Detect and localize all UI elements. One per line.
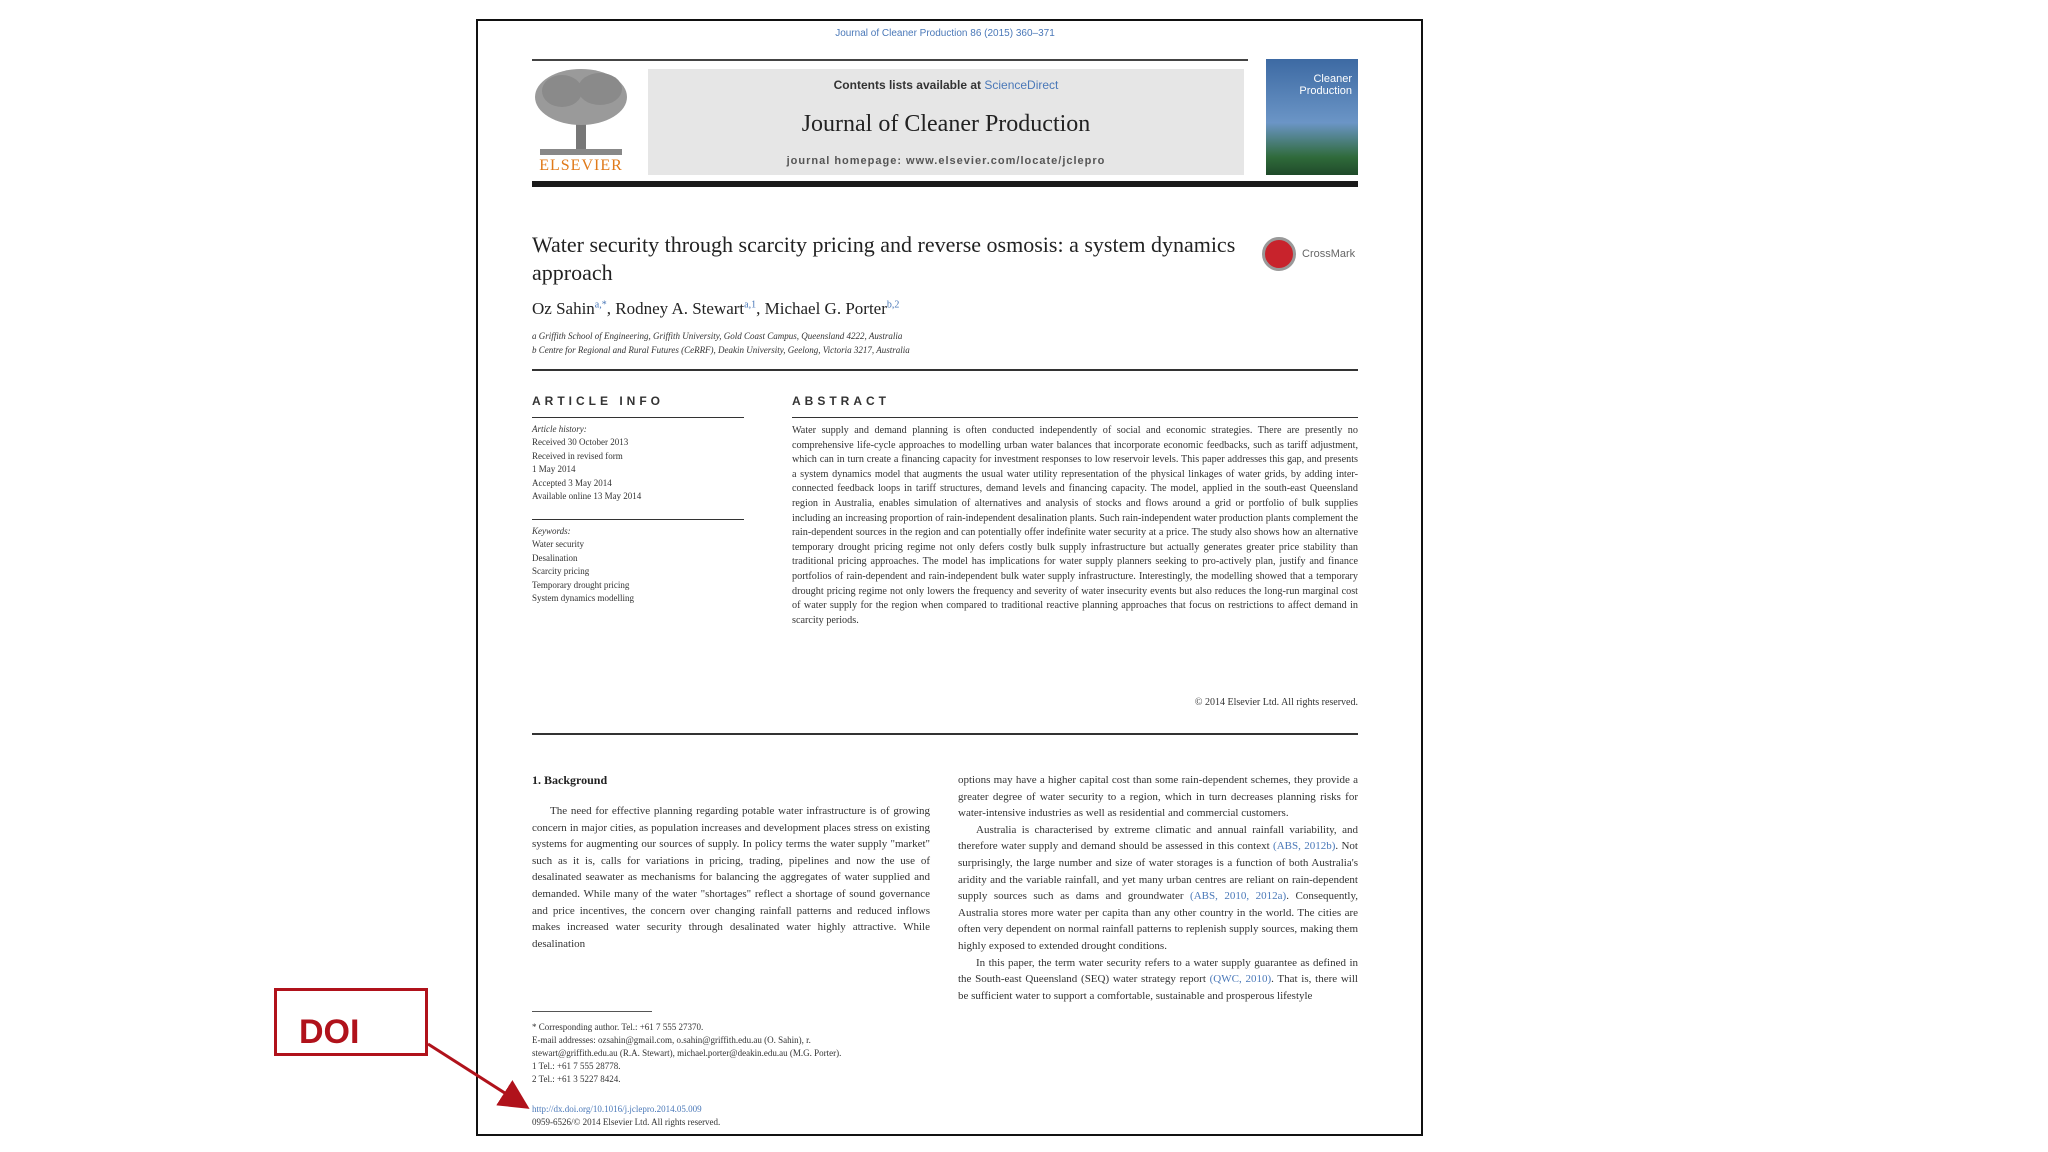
history-line: Accepted 3 May 2014 [532, 477, 612, 488]
abstract-bottom-rule [532, 733, 1358, 735]
contents-prefix: Contents lists available at [833, 78, 985, 92]
header-bottom-rule [532, 181, 1358, 187]
keyword: Desalination [532, 552, 578, 563]
body-text: . Not surprisingly, the large number and size of water storages is a function of both Australia's aridity and the variable rainfall, and yet many urban centres are reliant on rain-dependent supply sources such as dams and groundwater [958, 840, 1358, 903]
footnote-rule [532, 1011, 652, 1012]
journal-cover-image [1266, 59, 1358, 175]
body-paragraph [958, 955, 1358, 1005]
author-name[interactable]: , Rodney A. Stewart [606, 299, 745, 318]
abstract-copyright: © 2014 Elsevier Ltd. All rights reserved. [1194, 697, 1358, 708]
body-text: . That is, there will be sufficient water to support a comfortable, sustainable and prosperous lifestyle [958, 973, 1358, 1002]
article-info-heading: ARTICLE INFO [532, 394, 664, 408]
sciencedirect-link[interactable]: ScienceDirect [984, 78, 1059, 92]
body-text: . Consequently, Australia stores more water per capita than any other country in the world. The cities are often very dependent on normal rainfall patterns to replenish supply sources, making them highly exposed to extended drought conditions. [958, 890, 1359, 952]
section-heading-background: 1. Background [532, 773, 608, 787]
author-name[interactable]: Oz Sahin [532, 299, 595, 318]
abstract-heading: ABSTRACT [792, 394, 890, 408]
crossmark-badge[interactable] [1262, 237, 1358, 277]
contents-line [648, 78, 1244, 92]
history-label: Article history: [532, 424, 587, 434]
history-line: 1 May 2014 [532, 464, 576, 475]
article-title: Water security through scarcity pricing and reverse osmosis: a system dynamics approach [532, 232, 1236, 285]
doi-callout-label: DOI [299, 1013, 360, 1051]
issn-line: 0959-6526/© 2014 Elsevier Ltd. All rights reserved. [532, 1117, 721, 1127]
header-top-rule [532, 59, 1248, 61]
keyword: Scarcity pricing [532, 566, 590, 577]
keyword: Water security [532, 539, 585, 550]
article-history [532, 423, 744, 503]
body-text: In this paper, the term water security refers to a water supply guarantee as defined in the South-east Queensland (SEQ) water strategy report [958, 956, 1358, 986]
keywords-rule [532, 519, 744, 520]
crossmark-label: CrossMark [1302, 248, 1356, 260]
affiliation-b: b Centre for Regional and Rural Futures (CeRRF), Deakin University, Geelong, Victoria 3217, Australia [532, 345, 910, 355]
paper-page [476, 19, 1423, 1136]
body-paragraph: options may have a higher capital cost than some rain-dependent schemes, they provide a greater degree of water security to a region, which in turn decreases planning risks for water-intensive industries as well as residential and commercial customers. [958, 774, 1358, 820]
footnote-tel: 2 Tel.: +61 3 5227 8424. [532, 1074, 621, 1084]
footnote-corresponding: * Corresponding author. Tel.: +61 7 555 27370. [532, 1022, 704, 1032]
abstract-rule [792, 417, 1358, 418]
author-sup: a,1 [744, 299, 757, 311]
crossmark-icon [1262, 237, 1296, 271]
history-line: Received 30 October 2013 [532, 437, 629, 448]
elsevier-wordmark: ELSEVIER [539, 157, 623, 174]
doi-callout-box [274, 988, 428, 1056]
history-line: Received in revised form [532, 450, 623, 461]
footnotes [532, 1021, 928, 1086]
author-list [532, 299, 899, 319]
affiliation-a: a Griffith School of Engineering, Griffith University, Gold Coast Campus, Queensland 4222, Australia [532, 331, 903, 341]
citation-link[interactable]: (QWC, 2010) [1209, 973, 1272, 986]
author-sup: a,* [594, 299, 607, 311]
body-paragraph: The need for effective planning regarding potable water infrastructure is of growing concern in major cities, as population increases and development places stress on existing systems for augmenting our sources of supply. In policy terms the water supply "market" such as it is, calls for variations in pricing, trading, pipelines and now the use of desalinated seawater as mechanisms for balancing the aggregates of water supplied and demanded. While many of the water "shortages" reflect a shortage of sound governance and price incentives, the concern over changing rainfall patterns and reduced inflows makes increased water security through desalinated water highly attractive. While desalination [532, 805, 930, 950]
doi-link[interactable]: http://dx.doi.org/10.1016/j.jclepro.2014.05.009 [532, 1104, 702, 1114]
affiliation-rule [532, 369, 1358, 371]
cover-title: Cleaner Production [1299, 73, 1352, 97]
journal-header-box [648, 69, 1244, 175]
paper-inner [532, 21, 1358, 1134]
keywords-label: Keywords: [532, 526, 571, 536]
journal-citation[interactable]: Journal of Cleaner Production 86 (2015) 360–371 [835, 28, 1055, 39]
body-text: Australia is characterised by extreme climatic and annual rainfall variability, and therefore water supply and demand should be assessed in this context [958, 823, 1358, 853]
journal-title: Journal of Cleaner Production [801, 111, 1091, 137]
keywords-block [532, 525, 744, 605]
history-line: Available online 13 May 2014 [532, 491, 642, 502]
abstract-text: Water supply and demand planning is often conducted independently of social and economic strategies. There are presently no comprehensive life-cycle approaches to modelling urban water balances that incorporate economic feedbacks, such as tariff adjustment, which can in turn create a financing capacity for investment responses to low reservoir levels. This paper addresses this gap, and presents a system dynamics model that augments the usual water utility representation of the physical linkages of water grids, by adding inter-connected feedback loops in tariff structures, demand levels and financing capacity. The model, applied in the south-east Queensland region in Australia, enables simulation of alternatives and analysis of stocks and flows around a grid or portfolio of bulk supplies including an increasing proportion of rain-independent desalination plants. Such rain-independent water production plants complement the rain-dependent sources in the region and can potentially offer indefinite water security at a price. The study also shows how an alternative temporary drought pricing regime not only defers costly bulk supply infrastructure but actually generates greater price stability than traditional pricing approaches. The model has implications for water supply planners seeking to pro-actively plan, justify and finance portfolios of rain-dependent and rain-independent bulk water supply infrastructure. Interestingly, the modelling showed that a temporary drought pricing regime not only lowers the frequency and severity of water insecurity events but also reduces the long-run marginal cost of water supply for the region when compared to traditional reactive planning approaches that focus on restrictions to affect demand in scarcity periods. [792, 425, 1358, 626]
author-sup: b,2 [886, 299, 900, 311]
body-left-column [532, 803, 930, 952]
body-paragraph [958, 822, 1358, 955]
footnote-email[interactable]: E-mail addresses: ozsahin@gmail.com, o.sahin@griffith.edu.au (O. Sahin), r. [532, 1035, 811, 1045]
author-name[interactable]: , Michael G. Porter [756, 299, 887, 318]
footnote-email[interactable]: stewart@griffith.edu.au (R.A. Stewart), michael.porter@deakin.edu.au (M.G. Porter). [532, 1048, 842, 1058]
footnote-tel: 1 Tel.: +61 7 555 28778. [532, 1061, 621, 1071]
citation-link[interactable]: (ABS, 2010, 2012a) [1190, 890, 1287, 903]
keyword: Temporary drought pricing [532, 579, 630, 590]
article-info-rule [532, 417, 744, 418]
body-right-column [958, 772, 1358, 1004]
citation-link[interactable]: (ABS, 2012b) [1273, 840, 1336, 853]
journal-homepage[interactable]: journal homepage: www.elsevier.com/locate/jclepro [786, 155, 1106, 167]
keyword: System dynamics modelling [532, 593, 634, 604]
